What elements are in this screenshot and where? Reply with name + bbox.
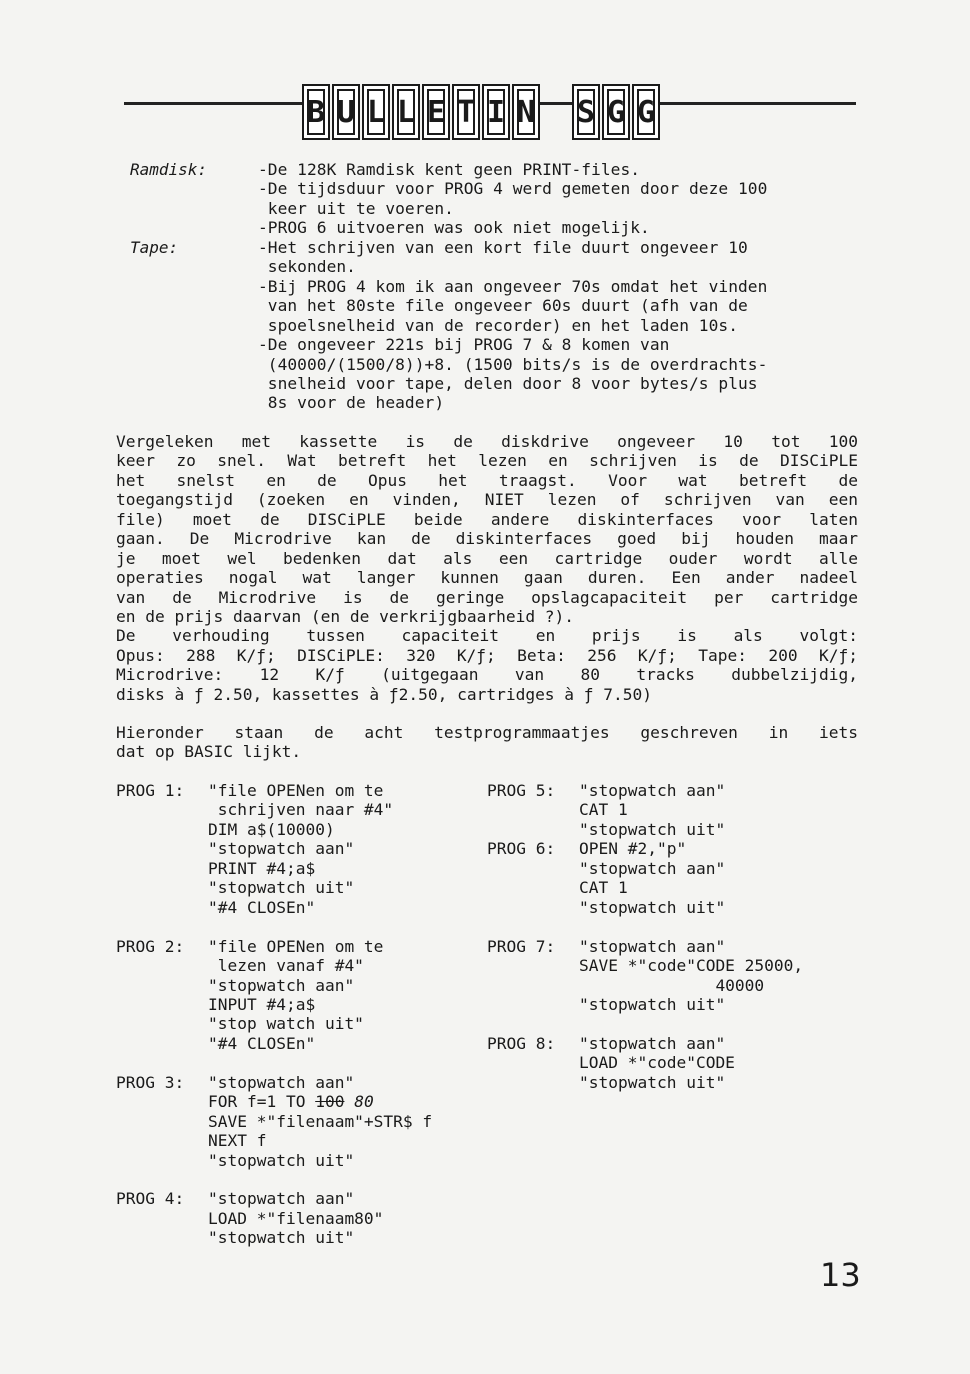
- program-line: [116, 1228, 432, 1247]
- program-code: lezen vanaf #4": [208, 956, 364, 976]
- note-line: -De 128K Ramdisk kent geen PRINT-files.: [258, 160, 641, 179]
- paragraph-line: Microdrive: 12 K/ƒ (uitgegaan van 80 tracks dubbelzijdig,: [116, 665, 858, 685]
- program-line: [487, 820, 803, 839]
- comparison-paragraph: [116, 432, 858, 704]
- note-line: snelheid voor tape, delen door 8 voor bytes/s plus: [258, 373, 758, 393]
- program-code: "stopwatch aan": [208, 1072, 355, 1092]
- note-line: 8s voor de header): [258, 393, 445, 413]
- note-line: -Het schrijven van een kort file duurt ongeveer 10: [258, 237, 748, 257]
- program-code: SAVE *"filenaam"+STR$ f: [208, 1111, 433, 1131]
- program-line: [487, 898, 803, 917]
- program-label-spacer: [487, 976, 579, 995]
- program-line: [487, 976, 803, 995]
- note-line: -De ongeveer 221s bij PROG 7 & 8 komen van: [258, 335, 670, 355]
- program-label: PROG 3:: [116, 1072, 185, 1092]
- header-rule-right: [652, 102, 856, 105]
- program-label-spacer: [487, 859, 579, 878]
- note-line: -Bij PROG 4 kom ik aan ongeveer 70s omdat het vinden: [258, 276, 768, 296]
- paragraph-line: De verhouding tussen capaciteit en prijs is als volgt:: [116, 626, 858, 646]
- program-code: "stopwatch uit": [579, 1072, 726, 1092]
- program-label-spacer: [116, 800, 208, 819]
- program-label-spacer: [116, 995, 208, 1014]
- logo-letter: U: [332, 84, 360, 140]
- program-code: "stopwatch aan": [208, 839, 355, 859]
- program-code: NEXT f: [208, 1131, 267, 1151]
- logo-letter: E: [422, 84, 450, 140]
- program-label-spacer: [116, 878, 208, 897]
- note-line: van het 80ste file ongeveer 60s duurt (afh van de: [258, 296, 748, 316]
- program-line: [116, 1209, 432, 1228]
- program-code: "stopwatch uit": [579, 819, 726, 839]
- program-label-spacer: [116, 1014, 208, 1033]
- program-line: [116, 1131, 432, 1150]
- program-spacer: [487, 917, 803, 936]
- program-line: [116, 976, 432, 995]
- program-code: PRINT #4;a$: [208, 858, 316, 878]
- struck-value: 100: [315, 1092, 345, 1112]
- note-line: (40000/(1500/8))+8. (1500 bits/s is de overdrachts-: [258, 354, 768, 374]
- program-line: [116, 1112, 432, 1131]
- program-line: [487, 859, 803, 878]
- program-line: [487, 839, 803, 858]
- program-label-spacer: [487, 1073, 579, 1092]
- program-code: "stopwatch uit": [208, 1150, 355, 1170]
- program-label-spacer: [116, 859, 208, 878]
- program-label-spacer: [116, 976, 208, 995]
- paragraph-line: je moet wel bedenken dat als een cartridge ouder wordt alle: [116, 548, 858, 568]
- paragraph-line: Opus: 288 K/ƒ; DISCiPLE: 320 K/ƒ; Beta: 256 K/ƒ; Tape: 200 K/ƒ;: [116, 645, 858, 665]
- logo-letter: S: [572, 84, 600, 140]
- logo-letter: G: [602, 84, 630, 140]
- paragraph-line: toegangstijd (zoeken en vinden, NIET lezen of schrijven van een: [116, 490, 858, 510]
- program-line: [116, 1073, 432, 1092]
- program-code: 40000: [579, 975, 765, 995]
- paragraph-line: Vergeleken met kassette is de diskdrive ongeveer 10 tot 100: [116, 432, 858, 451]
- program-line: [487, 956, 803, 975]
- program-label-spacer: [116, 820, 208, 839]
- note-line: keer uit te voeren.: [258, 198, 454, 218]
- program-line: [487, 995, 803, 1014]
- paragraph-line: operaties nogal wat langer kunnen gaan duren. Een ander nadeel: [116, 568, 858, 588]
- program-code: CAT 1: [579, 878, 628, 898]
- paragraph-line: en de prijs daarvan (en de verkrijgbaarheid ?).: [116, 606, 575, 626]
- intro-programs-paragraph: [116, 723, 858, 762]
- paragraph-line: Hieronder staan de acht testprogrammaatjes geschreven in iets: [116, 723, 858, 742]
- program-label-spacer: [116, 1112, 208, 1131]
- program-label: PROG 4:: [116, 1189, 185, 1209]
- program-line: [487, 800, 803, 819]
- program-code: DIM a$(10000): [208, 819, 335, 839]
- sgg-logo: [572, 84, 660, 140]
- program-code: FOR f=1 TO: [208, 1092, 316, 1112]
- header-rule-left: [124, 102, 302, 105]
- program-label-spacer: [116, 1092, 208, 1111]
- program-spacer: [116, 1053, 432, 1072]
- program-label-spacer: [487, 878, 579, 897]
- label-tape: Tape:: [130, 238, 179, 257]
- program-label-spacer: [116, 1228, 208, 1247]
- program-spacer: [487, 1014, 803, 1033]
- program-spacer: [116, 1170, 432, 1189]
- program-code: "file OPENen om te: [208, 936, 384, 956]
- logo-letter: I: [482, 84, 510, 140]
- program-code: "stopwatch aan": [579, 781, 726, 800]
- program-code: "stopwatch aan": [208, 975, 355, 995]
- paragraph-line: file) moet de DISCiPLE beide andere diskinterfaces voor laten: [116, 509, 858, 529]
- program-label-spacer: [116, 956, 208, 975]
- program-code: OPEN #2,"p": [579, 839, 687, 859]
- program-line: [116, 1034, 432, 1053]
- logo-letter: T: [452, 84, 480, 140]
- bulletin-logo: [302, 84, 540, 140]
- program-line: [116, 995, 432, 1014]
- logo-letter: N: [512, 84, 540, 140]
- program-label-spacer: [116, 1034, 208, 1053]
- program-line: [116, 937, 432, 956]
- label-ramdisk: Ramdisk:: [130, 160, 208, 179]
- logo-letter: L: [392, 84, 420, 140]
- program-label: PROG 5:: [487, 781, 556, 800]
- logo-letter: B: [302, 84, 330, 140]
- program-line: [116, 1014, 432, 1033]
- paragraph-line: gaan. De Microdrive kan de diskinterfaces goed bij houden maar: [116, 529, 858, 549]
- program-code: "stopwatch uit": [208, 878, 355, 898]
- program-code: LOAD *"code"CODE: [579, 1053, 735, 1073]
- program-code: "stopwatch aan": [579, 1033, 726, 1053]
- program-line: [116, 820, 432, 839]
- program-spacer: [116, 917, 432, 936]
- program-code: "stopwatch aan": [579, 936, 726, 956]
- program-line: [116, 859, 432, 878]
- program-label-spacer: [487, 820, 579, 839]
- program-code: "stopwatch uit": [208, 1228, 355, 1248]
- program-code: schrijven naar #4": [208, 800, 394, 820]
- programs-left-column: [116, 781, 432, 1248]
- program-label-spacer: [487, 956, 579, 975]
- program-label: PROG 2:: [116, 936, 185, 956]
- program-code: "file OPENen om te: [208, 781, 384, 800]
- logo-letter: L: [362, 84, 390, 140]
- paragraph-line: het snelst en de Opus het traagst. Voor wat betreft de: [116, 470, 858, 490]
- program-label: PROG 6:: [487, 839, 556, 859]
- paragraph-line: keer zo snel. Wat betreft het lezen en schrijven is de DISCiPLE: [116, 451, 858, 471]
- program-label-spacer: [116, 839, 208, 858]
- program-label: PROG 7:: [487, 936, 556, 956]
- page-number: 13: [820, 1256, 861, 1294]
- program-line: [487, 878, 803, 897]
- paragraph-line: van de Microdrive is de geringe opslagcapaciteit per cartridge: [116, 587, 858, 607]
- program-code: "#4 CLOSEn": [208, 897, 316, 917]
- program-line: [116, 839, 432, 858]
- program-code: LOAD *"filenaam80": [208, 1208, 384, 1228]
- program-code: "#4 CLOSEn": [208, 1033, 316, 1053]
- program-line: [116, 1092, 432, 1111]
- program-code: INPUT #4;a$: [208, 994, 316, 1014]
- program-line: [116, 878, 432, 897]
- note-line: -De tijdsduur voor PROG 4 werd gemeten door deze 100: [258, 179, 768, 199]
- program-label-spacer: [116, 1131, 208, 1150]
- program-line: [116, 781, 432, 800]
- program-label-spacer: [487, 995, 579, 1014]
- note-line: spoelsnelheid van de recorder) en het laden 10s.: [258, 315, 738, 335]
- logo-letter: G: [632, 84, 660, 140]
- program-line: [487, 1034, 803, 1053]
- program-label-spacer: [487, 800, 579, 819]
- corrected-value: 80: [344, 1092, 374, 1112]
- program-code: "stopwatch uit": [579, 994, 726, 1014]
- note-line: sekonden.: [258, 257, 356, 277]
- program-line: [487, 1053, 803, 1072]
- program-code: "stop watch uit": [208, 1014, 364, 1034]
- note-line: -PROG 6 uitvoeren was ook niet mogelijk.: [258, 218, 650, 238]
- program-line: [116, 1151, 432, 1170]
- program-line: [116, 800, 432, 819]
- program-label-spacer: [116, 1209, 208, 1228]
- program-label: PROG 8:: [487, 1033, 556, 1053]
- program-label-spacer: [116, 898, 208, 917]
- program-label-spacer: [487, 1053, 579, 1072]
- programs-right-column: [487, 781, 803, 1092]
- program-line: [487, 937, 803, 956]
- program-code: "stopwatch uit": [579, 897, 726, 917]
- program-label-spacer: [487, 898, 579, 917]
- paragraph-line: dat op BASIC lijkt.: [116, 742, 302, 762]
- notes-list: [258, 160, 767, 413]
- program-line: [487, 781, 803, 800]
- paragraph-line: disks à ƒ 2.50, kassettes à ƒ2.50, cartridges à ƒ 7.50): [116, 684, 653, 704]
- program-line: [116, 956, 432, 975]
- program-label-spacer: [116, 1151, 208, 1170]
- program-line: [116, 1189, 432, 1208]
- program-line: [487, 1073, 803, 1092]
- program-code: SAVE *"code"CODE 25000,: [579, 956, 804, 976]
- program-line: [116, 898, 432, 917]
- program-code: "stopwatch aan": [208, 1189, 355, 1209]
- program-label: PROG 1:: [116, 781, 185, 800]
- program-code: "stopwatch aan": [579, 858, 726, 878]
- program-code: CAT 1: [579, 800, 628, 820]
